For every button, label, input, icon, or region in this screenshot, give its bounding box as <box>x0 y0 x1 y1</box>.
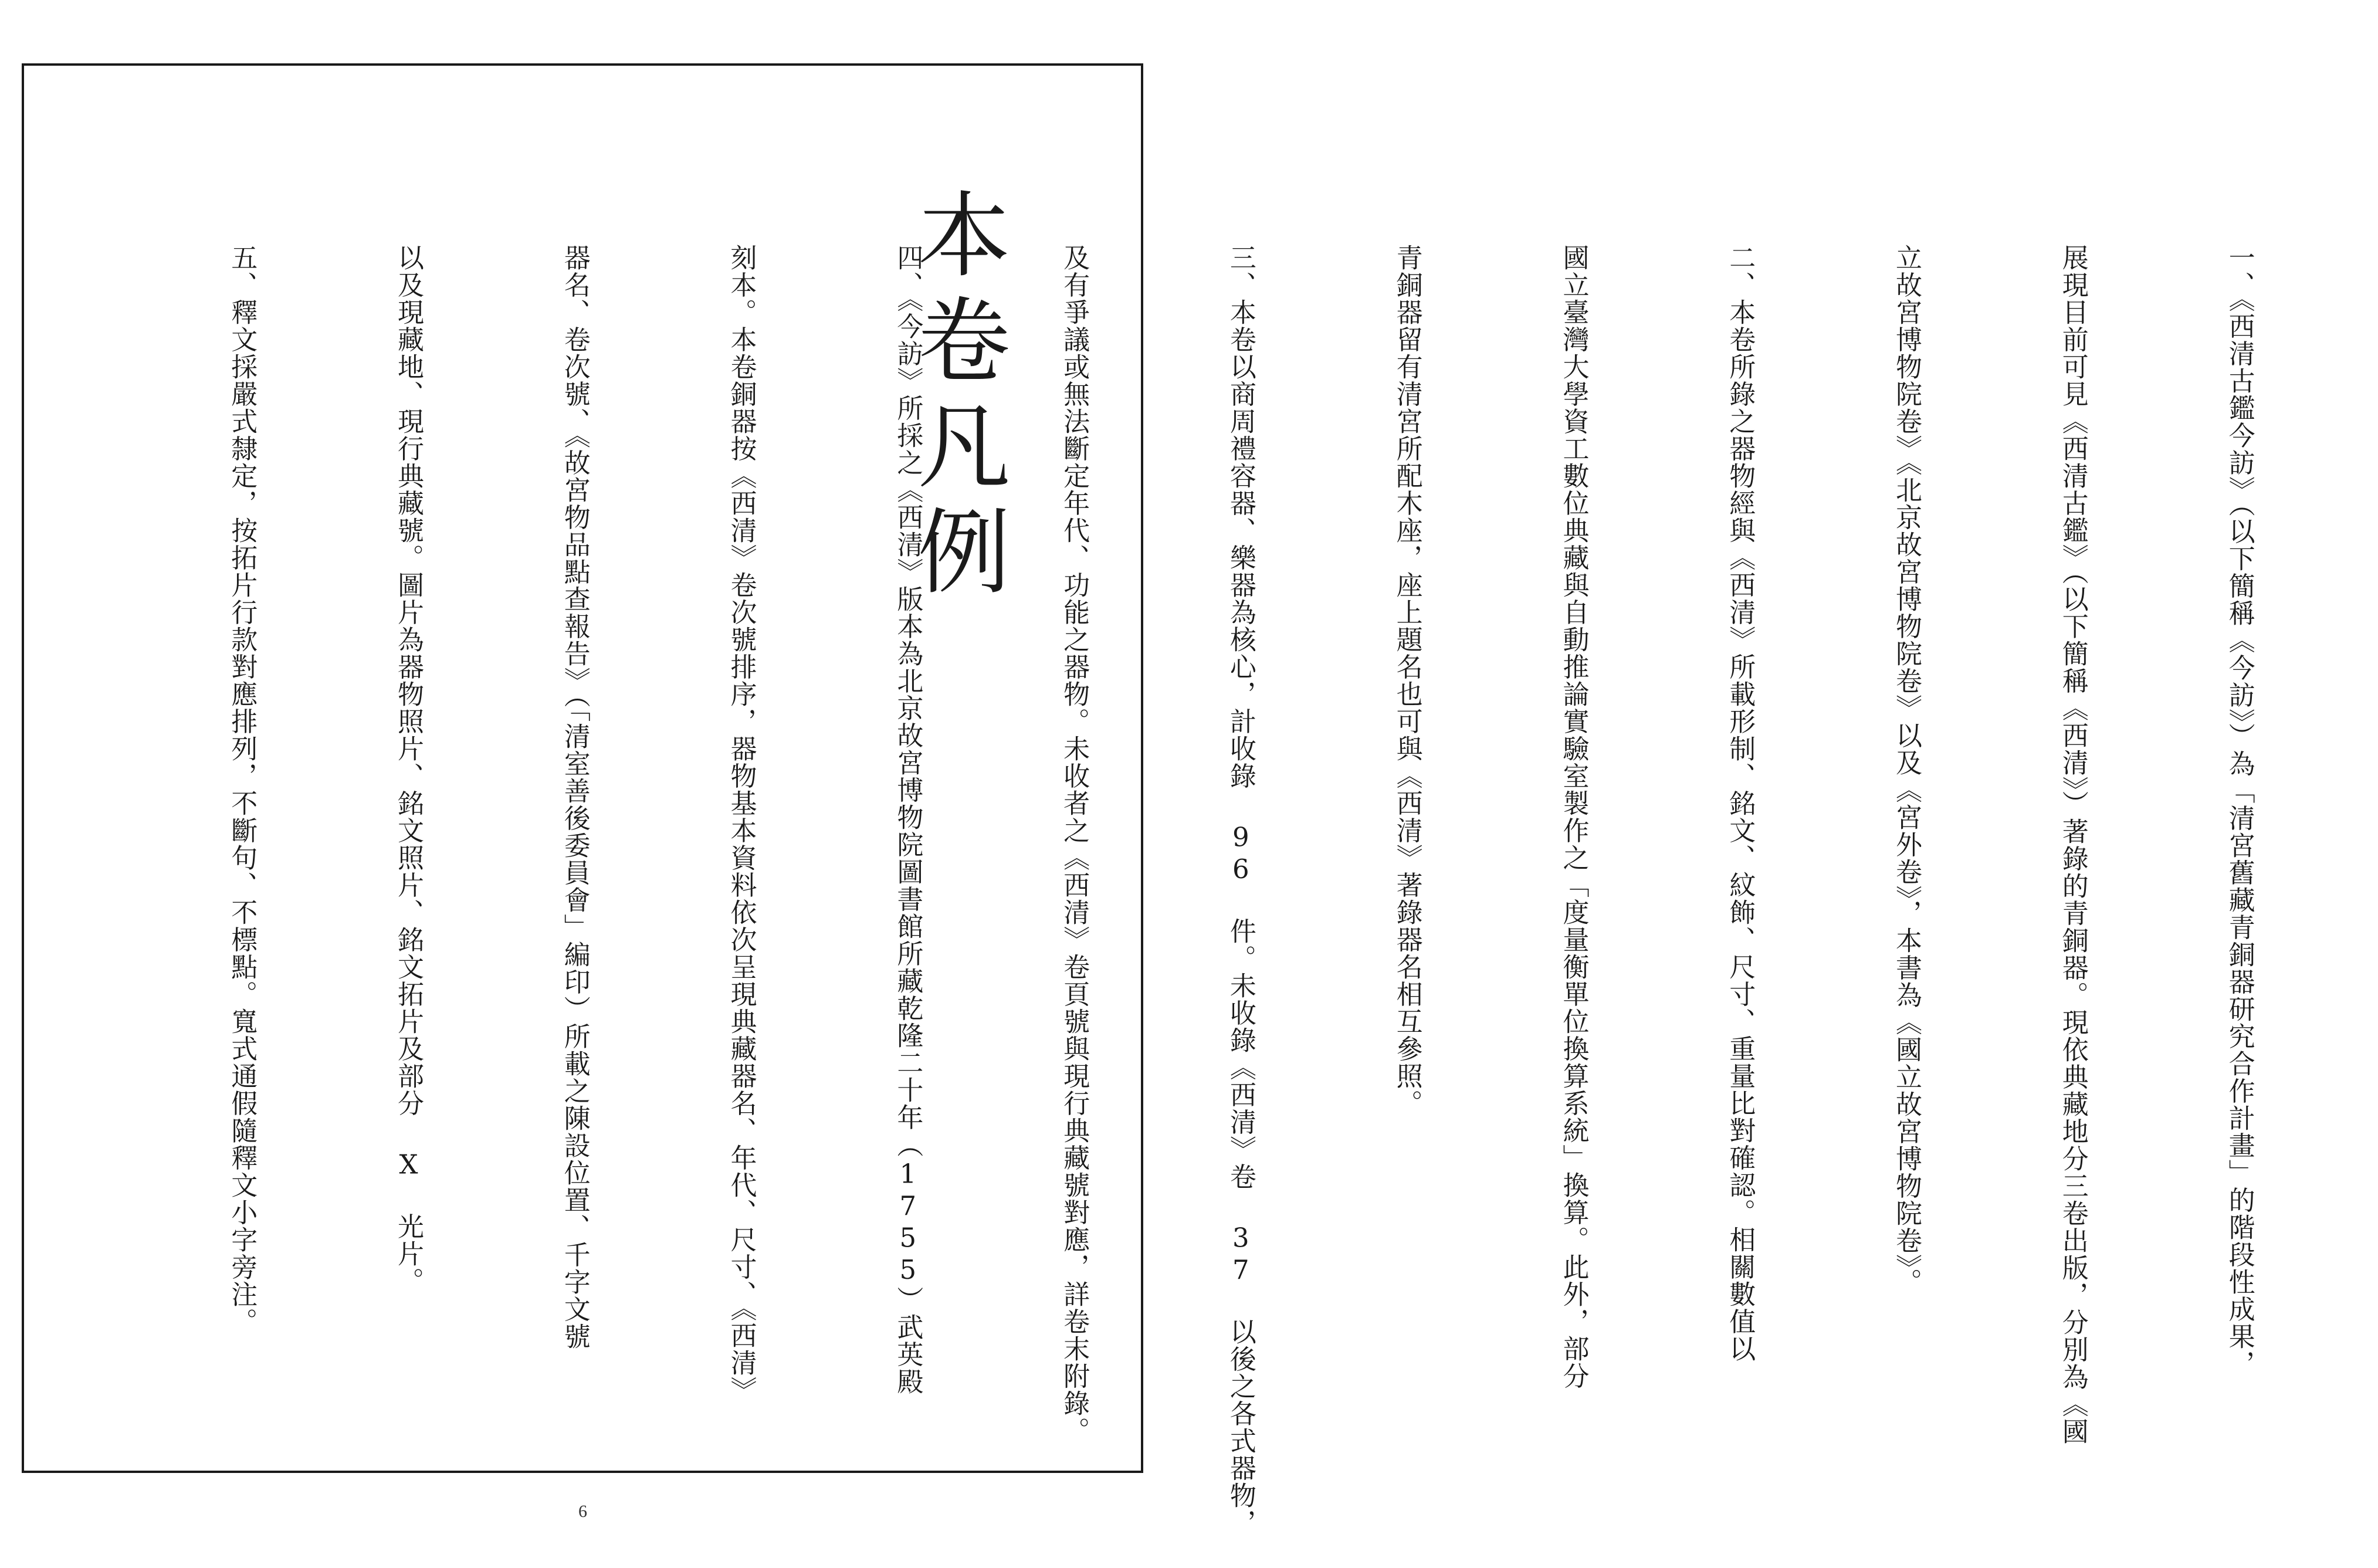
text-line: 刻本。本卷銅器按《西清》卷次號排序，器物基本資料依次呈現典藏器名、年代、尺寸、《西清》 <box>726 244 757 1404</box>
text-line: 四、《今訪》所採之《西清》版本為北京故宮博物院圖書館所藏乾隆二十年（1755）武英殿 <box>892 244 924 1396</box>
text-line: 青銅器留有清宮所配木座，座上題名也可與《西清》著錄器名相互參照。 <box>1391 244 1423 1117</box>
text-line: 以及現藏地、現行典藏號。圖片為器物照片、銘文照片、銘文拓片及部分 X 光片。 <box>392 244 424 1295</box>
text-line: 器名、卷次號、《故宮物品點查報告》（「清室善後委員會」編印）所載之陳設位置、千字文號 <box>559 244 591 1350</box>
body-text <box>158 244 2378 1536</box>
text-line: 二、本卷所錄之器物經與《西清》所載形制、銘文、紋飾、尺寸、重量比對確認。相關數值以 <box>1725 244 1756 1363</box>
text-line: 國立臺灣大學資工數位典藏與自動推論實驗室製作之「度量衡單位換算系統」換算。此外，部分 <box>1558 244 1590 1390</box>
page-title: 本卷凡例 <box>902 187 1010 609</box>
text-line: 立故宮博物院卷》《北京故宮博物院卷》以及《宮外卷》，本書為《國立故宮博物院卷》。 <box>1891 244 1922 1296</box>
text-line: 及有爭議或無法斷定年代、功能之器物。未收者之《西清》卷頁號與現行典藏號對應，詳卷末附錄。 <box>1059 244 1090 1444</box>
text-line: 一、《西清古鑑今訪》（以下簡稱《今訪》）為「清宮舊藏青銅器研究合作計畫」的階段性成果， <box>2224 244 2255 1377</box>
text-line: 展現目前可見《西清古鑑》（以下簡稱《西清》）著錄的青銅器。現依典藏地分三卷出版，分別為《國 <box>2057 244 2089 1445</box>
text-line: 三、本卷以商周禮容器、樂器為核心，計收錄 96 件。未收錄《西清》卷 37 以後之各式器物， <box>1225 244 1256 1536</box>
page-number: 6 <box>578 1502 587 1521</box>
text-line: 五、釋文採嚴式隸定，按拓片行款對應排列，不斷句、不標點。寬式通假隨釋文小字旁注。 <box>226 244 258 1335</box>
